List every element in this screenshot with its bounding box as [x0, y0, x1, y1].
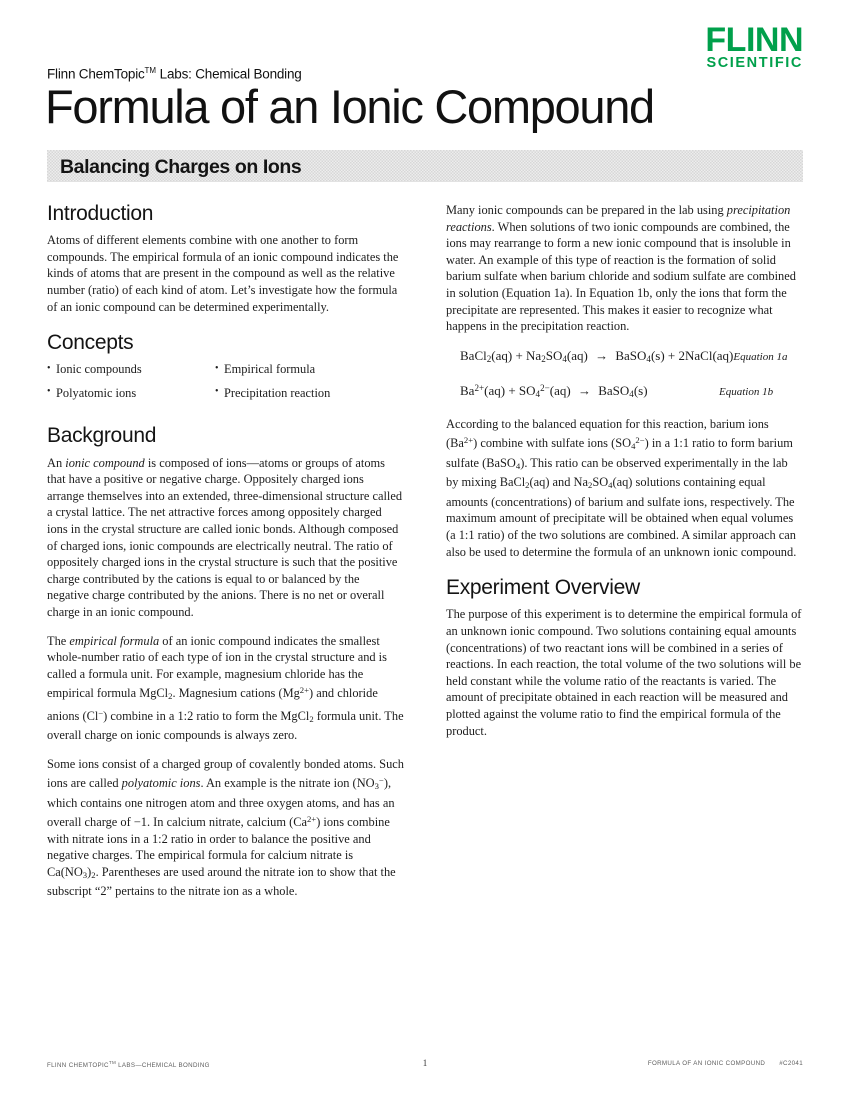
flinn-scientific-logo: [705, 21, 803, 72]
footer-left-text: [47, 1060, 210, 1069]
list-item: • Polyatomic ions: [47, 385, 197, 402]
right-column: [446, 202, 803, 900]
footer-document-code: #C2041: [779, 1060, 803, 1067]
equation-1a-label: Equation 1a: [733, 350, 788, 363]
equation-1b-label: Equation 1b: [719, 385, 774, 398]
page-title: Formula of an Ionic Compound: [45, 80, 654, 133]
background-paragraph-2: [47, 633, 404, 744]
left-column: [47, 202, 404, 900]
equation-row: [446, 347, 803, 368]
page-number: 1: [422, 1058, 428, 1068]
trademark-mark: TM: [144, 66, 157, 75]
balanced-equation-paragraph: According to the balanced equation for this reaction, barium ions $(Ba^{2+})$ combine with sulfate ions $(SO_4^{2-})$ in a 1:1 ratio to form barium sulfate (BaSO$_4$). This ratio can be observed experimentally in the lab by mixing BaCl$_2$(aq) and $Na_2SO_4(aq)$ solutions containing equal amounts (concentrations) of barium and sulfate ions, respectively. The maximum amount of precipitate will be obtained when equal volumes (a 1:1 ratio) of the two solutions are combined. A similar approach can also be used to determine the formula of an unknown ionic compound.: [446, 416, 797, 559]
precipitation-intro-paragraph: [446, 202, 803, 335]
activity-title-band: [47, 150, 803, 182]
content-columns: [47, 202, 803, 900]
bg-p3-term: polyatomic ions: [121, 776, 201, 791]
reaction-arrow-icon: →: [577, 382, 591, 398]
equation-1a-body: BaCl$_2$(aq) + $Na_2SO_4(aq)$ → BaSO$_4$(s) + 2NaCl(aq): [460, 347, 734, 364]
footer-left-prefix: FLINN CHEMTOPIC: [47, 1062, 109, 1070]
footer-left-suffix: LABS—CHEMICAL BONDING: [116, 1062, 210, 1070]
bg-p1-pre: An: [47, 455, 66, 470]
page-footer: [47, 1060, 803, 1074]
list-item: • Empirical formula: [215, 361, 365, 378]
footer-right-title: FORMULA OF AN IONIC COMPOUND: [647, 1060, 766, 1067]
experiment-overview-paragraph: The purpose of this experiment is to determine the empirical formula of an unknown ionic compound. Two solutions containing equal amounts (concentrations) of two reactant ions will be combined in a series of reactions. In each reaction, the total volume of the two solutions will be held constant while the volume ratio of the reactants is varied. The amount of precipitate obtained in each reaction will be measured and plotted against the volume ratio to find the empirical formula of the product.: [446, 607, 802, 738]
bg-p3-post: . An example is the nitrate ion $(NO_3^-)$, which contains one nitrogen atom and three oxygen atoms, and has an overall charge of −1. In calcium nitrate, calcium $(Ca^{2+})$ ions combine with nitrate ions in a 1:2 ratio in order to balance the positive and negative charges. The empirical formula for calcium nitrate is $Ca(NO_3)_2$. Parentheses are used around the nitrate ion to show that the subscript “2” pertains to the nitrate ion as a whole.: [47, 775, 396, 899]
heading-background: Background: [47, 424, 157, 448]
rc-p1-post: . When solutions of two ionic compounds are combined, the ions may rearrange to form a new ionic compound that is insoluble in water. An example of this type of reaction is the formation of solid barium sulfate when barium chloride and sodium sulfate are combined in solution (Equation 1a). In Equation 1b, only the ions that form the precipitate are represented. This makes it easier to recognize what happens in the precipitation reaction.: [446, 219, 796, 334]
list-item: • Ionic compounds: [47, 361, 197, 378]
equation-block: [446, 347, 803, 403]
heading-concepts: Concepts: [47, 331, 134, 355]
heading-introduction: Introduction: [47, 202, 154, 225]
kicker-prefix: Flinn ChemTopic: [47, 66, 145, 82]
bg-p2-pre: The: [47, 633, 70, 648]
introduction-paragraph: Atoms of different elements combine with one another to form compounds. The empirical formula of an ionic compound indicates the kinds of atoms that are present in the compound as well as the relative number (ratio) of each kind of atom. Let’s investigate how the formula of an ionic compound can be determined experimentally.: [47, 233, 399, 314]
activity-title: Balancing Charges on Ions: [60, 156, 302, 178]
concepts-list: [47, 361, 404, 408]
reaction-arrow-icon: →: [595, 347, 609, 363]
footer-right-text: [648, 1060, 803, 1067]
footer-trademark-mark: TM: [108, 1060, 117, 1065]
bg-p1-post: is composed of ions—atoms or groups of atoms that have a positive or negative charge. Oppositely charged ions arrange themselves into an extended, three-dimensional structure called a crystal lattice. The net attractive forces among oppositely charged ions in the crystal structure are called ionic bonds. Although composed of charged ions, ionic compounds are electrically neutral. The ratio of oppositely charged ions in the crystal structure is such that the positive charge contributed by the cations is equal to or balanced by the negative charge contributed by the anions. There is no net or overall charge in an ionic compound.: [47, 455, 403, 619]
logo-flinn-text: FLINN: [705, 21, 803, 59]
heading-experiment-overview: Experiment Overview: [446, 576, 640, 600]
background-paragraph-1: [47, 455, 404, 621]
bg-p2-post: of an ionic compound indicates the smallest whole-number ratio of each type of ion in the crystal structure and is called a formula unit. For example, magnesium chloride has the empirical formula MgCl$_2$. Magnesium cations $(Mg^{2+})$ and chloride anions (Cl−) combine in a 1:2 ratio to form the MgCl$_2$ formula unit. The overall charge on ionic compounds is always zero.: [47, 633, 404, 743]
bg-p3-pre: Some ions consist of a charged group of covalently bonded atoms. Such ions are called: [47, 756, 404, 791]
logo-scientific-text: SCIENTIFIC: [706, 55, 803, 72]
concepts-column-1: [47, 361, 197, 408]
concepts-column-2: [215, 361, 365, 408]
rc-p1-pre: Many ionic compounds can be prepared in the lab using: [446, 203, 727, 217]
rc-p1-term: precipitation reactions: [446, 203, 791, 234]
bg-p2-term: empirical formula: [69, 633, 160, 648]
list-item: • Precipitation reaction: [215, 385, 365, 402]
background-paragraph-3: [47, 756, 404, 900]
equation-row: [446, 380, 803, 403]
kicker-suffix: Labs: Chemical Bonding: [156, 66, 302, 82]
bg-p1-term: ionic compound: [65, 455, 145, 470]
equation-1b-body: $Ba^{2+}(aq) + SO_4^{2-}(aq)$ → BaSO$_4$(s): [460, 382, 648, 399]
